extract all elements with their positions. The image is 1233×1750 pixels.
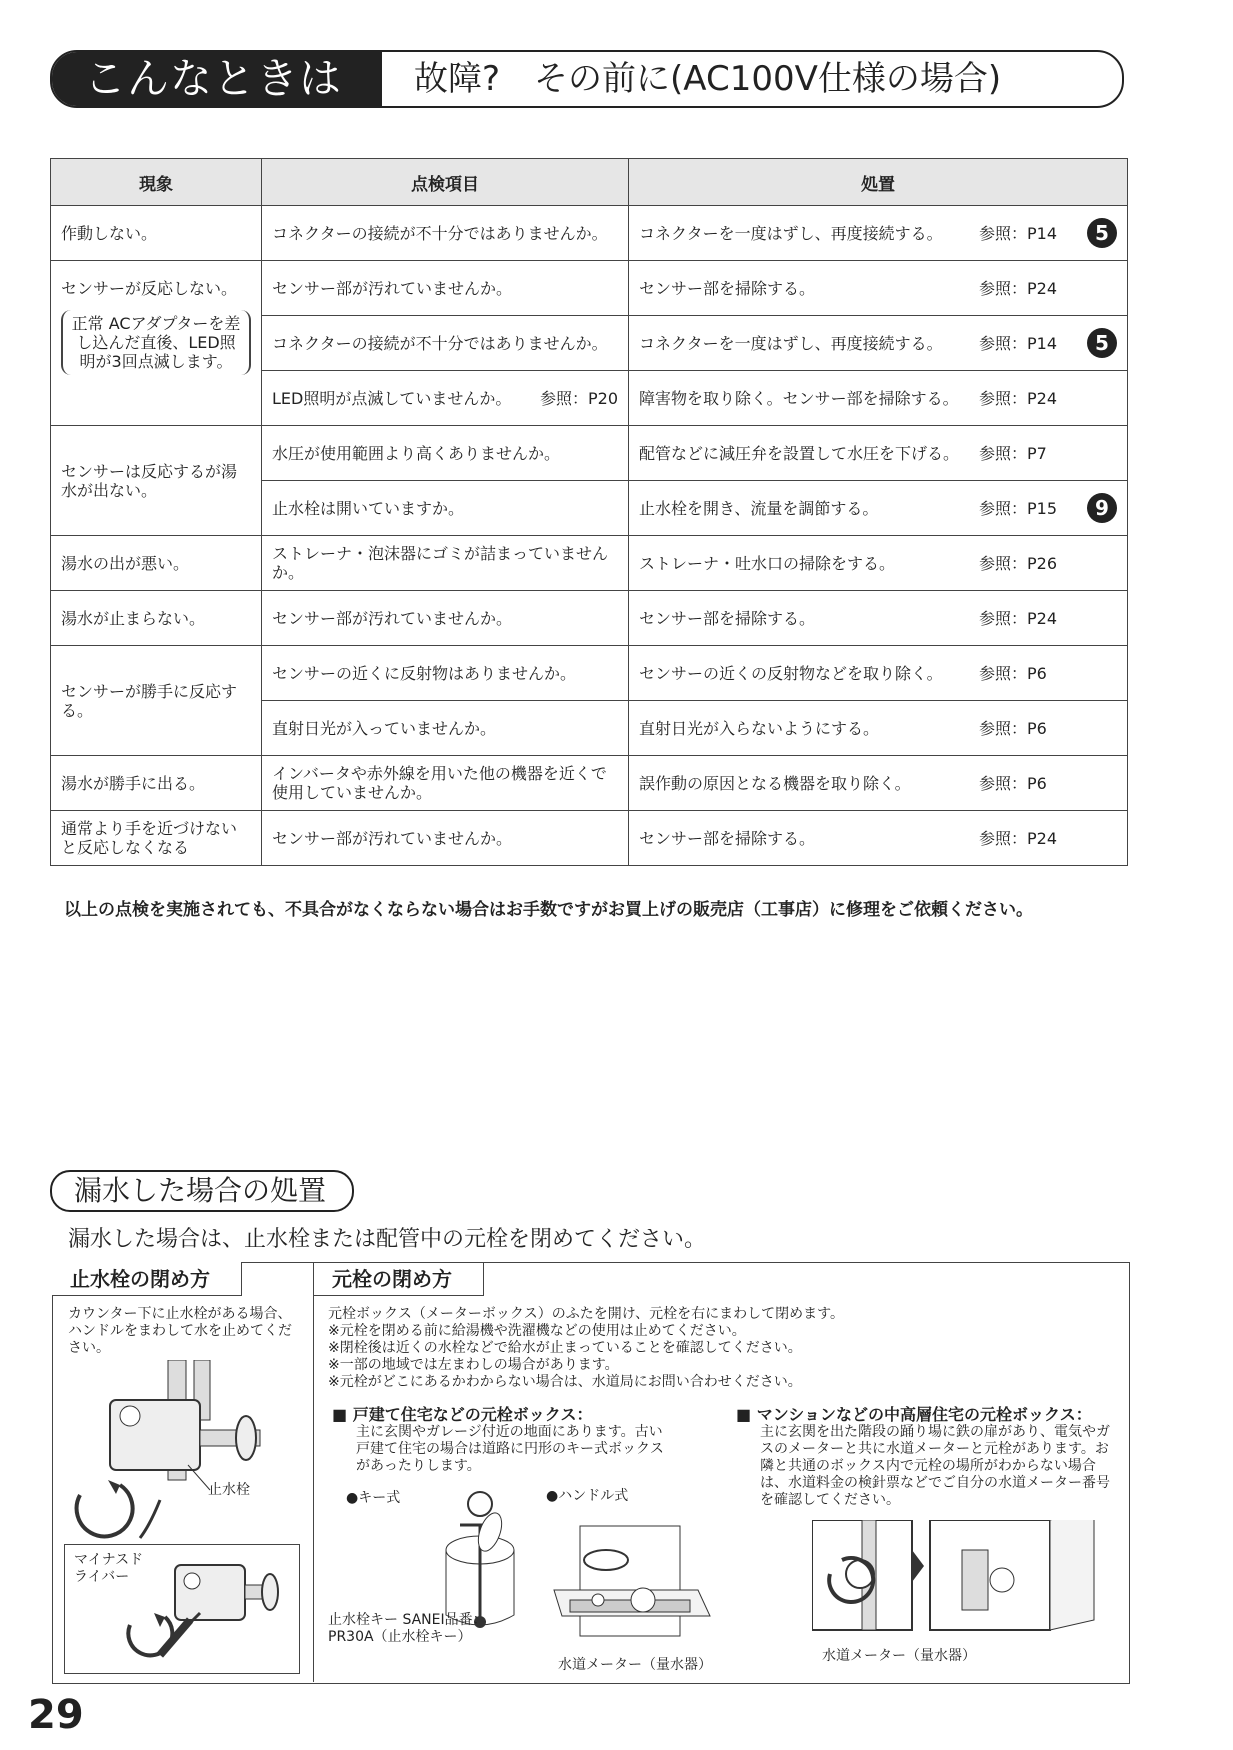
column-header: 現象 [51, 159, 262, 206]
mansion-meter-label: 水道メーター（量水器） [822, 1648, 976, 1664]
action-cell [629, 701, 1128, 756]
main-valve-line: ※一部の地域では左まわしの場合があります。 [328, 1357, 619, 1373]
phenomenon-cell: センサーは反応するが湯水が出ない。 [51, 426, 262, 536]
action-text: ストレーナ・吐水口の掃除をする。 [639, 553, 896, 573]
page-reference: 参照：P24 [979, 388, 1058, 408]
check-cell: センサー部が汚れていませんか。 [262, 811, 629, 866]
action-cell [629, 316, 1128, 371]
page-reference: 参照：P26 [979, 553, 1058, 573]
main-valve-tab: 元栓の閉め方 [314, 1262, 484, 1296]
table-row [51, 811, 1128, 866]
action-cell [629, 261, 1128, 316]
action-text: 配管などに減圧弁を設置して水圧を下げる。 [639, 443, 960, 463]
led-note: 正常 ACアダプターを差し込んだ直後、LED照明が3回点滅します。 [61, 310, 251, 375]
table-row [51, 206, 1128, 261]
check-cell: 水圧が使用範囲より高くありませんか。 [262, 426, 629, 481]
leak-section-title: 漏水した場合の処置 [50, 1170, 354, 1212]
meter-label: 水道メーター（量水器） [558, 1657, 712, 1673]
action-text: 止水栓を開き、流量を調節する。 [639, 498, 879, 518]
action-text: センサー部を掃除する。 [639, 608, 816, 628]
check-cell: インバータや赤外線を用いた他の機器を近くで使用していませんか。 [262, 756, 629, 811]
phenomenon-cell: 作動しない。 [51, 206, 262, 261]
phenomenon-cell: 湯水が勝手に出る。 [51, 756, 262, 811]
check-cell: 直射日光が入っていませんか。 [262, 701, 629, 756]
header-subtitle: 故障? その前に(AC100V仕様の場合) [414, 59, 1002, 99]
main-valve-line: ※元栓がどこにあるかわからない場合は、水道局にお問い合わせください。 [328, 1374, 802, 1390]
handle-type-illustration [548, 1520, 718, 1650]
table-row [51, 261, 1128, 316]
page-reference: 参照：P24 [979, 278, 1058, 298]
check-text: LED照明が点滅していませんか。 [272, 388, 512, 408]
header-title: こんなときは [52, 52, 382, 106]
key-label: 止水栓キー SANEI品番： PR30A（止水栓キー） [328, 1612, 487, 1645]
page-reference: 参照：P6 [979, 773, 1047, 793]
phenomenon-cell: 湯水が止まらない。 [51, 591, 262, 646]
phenomenon-cell: 通常より手を近づけないと反応しなくなる [51, 811, 262, 866]
stop-valve-label: 止水栓 [208, 1482, 250, 1498]
table-header-row [51, 159, 1128, 206]
main-valve-instructions [328, 1306, 1108, 1391]
step-badge: 5 [1087, 328, 1117, 358]
action-cell [629, 481, 1128, 536]
check-reference: 参照：P20 [539, 388, 618, 408]
action-text: 障害物を取り除く。センサー部を掃除する。 [639, 388, 959, 408]
handle-type-label: ●ハンドル式 [546, 1488, 629, 1504]
table-row [51, 646, 1128, 701]
house-box-title: ■ 戸建て住宅などの元栓ボックス： [332, 1405, 593, 1424]
page-reference: 参照：P6 [979, 718, 1047, 738]
page-reference: 参照：P15 [979, 498, 1058, 518]
repair-warning: 以上の点検を実施されても、不具合がなくならない場合はお手数ですがお買上げの販売店（工事店）に修理をご依頼ください。 [64, 900, 1033, 920]
action-cell [629, 536, 1128, 591]
house-box-text: 主に玄関やガレージ付近の地面にあります。古い戸建て住宅の場合は道路に円形のキー式ボックスがあったりします。 [356, 1424, 664, 1474]
action-text: 直射日光が入らないようにする。 [639, 718, 880, 738]
action-text: コネクターを一度はずし、再度接続する。 [639, 223, 943, 243]
table-row [51, 536, 1128, 591]
table-row [51, 756, 1128, 811]
page-reference: 参照：P14 [979, 223, 1058, 243]
check-cell: 止水栓は開いていますか。 [262, 481, 629, 536]
column-header: 点検項目 [262, 159, 629, 206]
action-text: センサーの近くの反射物などを取り除く。 [639, 663, 943, 683]
mansion-box-illustration [812, 1520, 1112, 1650]
table-row [51, 426, 1128, 481]
action-text: センサー部を掃除する。 [639, 828, 816, 848]
action-cell [629, 371, 1128, 426]
main-valve-line: ※元栓を閉める前に給湯機や洗濯機などの使用は止めてください。 [328, 1323, 746, 1339]
key-type-label: ●キー式 [346, 1490, 401, 1506]
check-cell: コネクターの接続が不十分ではありませんか。 [262, 316, 629, 371]
action-cell [629, 756, 1128, 811]
stop-valve-illustration [70, 1360, 310, 1550]
page-reference: 参照：P24 [979, 608, 1058, 628]
action-text: センサー部を掃除する。 [639, 278, 816, 298]
main-valve-line: ※閉栓後は近くの水栓などで給水が止まっていることを確認してください。 [328, 1340, 802, 1356]
check-cell: ストレーナ・泡沫器にゴミが詰まっていませんか。 [262, 536, 629, 591]
action-text: コネクターを一度はずし、再度接続する。 [639, 333, 943, 353]
check-cell: コネクターの接続が不十分ではありませんか。 [262, 206, 629, 261]
page-number: 29 [28, 1692, 84, 1738]
check-cell [262, 371, 629, 426]
main-valve-line: 元栓ボックス（メーターボックス）のふたを開け、元栓を右にまわして閉めます。 [328, 1306, 845, 1322]
phenomenon-text: センサーが反応しない。 [61, 279, 238, 298]
column-header: 処置 [629, 159, 1128, 206]
table-row [51, 591, 1128, 646]
phenomenon-cell: センサーが勝手に反応する。 [51, 646, 262, 756]
troubleshooting-table [50, 158, 1128, 866]
page-reference: 参照：P24 [979, 828, 1058, 848]
action-cell [629, 206, 1128, 261]
stop-valve-tab: 止水栓の閉め方 [52, 1262, 242, 1296]
leak-instruction: 漏水した場合は、止水栓または配管中の元栓を閉めてください。 [68, 1227, 707, 1252]
divider [313, 1262, 314, 1682]
screwdriver-illustration [120, 1555, 295, 1665]
page-reference: 参照：P6 [979, 663, 1047, 683]
action-cell [629, 646, 1128, 701]
stop-valve-text: カウンター下に止水栓がある場合、ハンドルをまわして水を止めてください。 [68, 1306, 292, 1356]
mansion-box-title: ■ マンションなどの中高層住宅の元栓ボックス： [736, 1405, 1092, 1424]
phenomenon-cell [51, 261, 262, 426]
phenomenon-cell: 湯水の出が悪い。 [51, 536, 262, 591]
check-cell: センサー部が汚れていませんか。 [262, 591, 629, 646]
step-badge: 5 [1087, 218, 1117, 248]
page-reference: 参照：P14 [979, 333, 1058, 353]
page-header [50, 50, 1124, 108]
mansion-box-text: 主に玄関を出た階段の踊り場に鉄の扉があり、電気やガスのメーターと共に水道メーターと元栓があります。お隣と共通のボックス内で元栓の場所がわからない場合は、水道料金の検針票などでご自分の水道メーター番号を確認してください。 [760, 1424, 1110, 1508]
step-badge: 9 [1087, 493, 1117, 523]
action-cell [629, 591, 1128, 646]
page-reference: 参照：P7 [979, 443, 1047, 463]
action-cell [629, 426, 1128, 481]
check-cell: センサー部が汚れていませんか。 [262, 261, 629, 316]
action-text: 誤作動の原因となる機器を取り除く。 [639, 773, 911, 793]
driver-label: マイナスドライバー [74, 1552, 144, 1585]
check-cell: センサーの近くに反射物はありませんか。 [262, 646, 629, 701]
action-cell [629, 811, 1128, 866]
